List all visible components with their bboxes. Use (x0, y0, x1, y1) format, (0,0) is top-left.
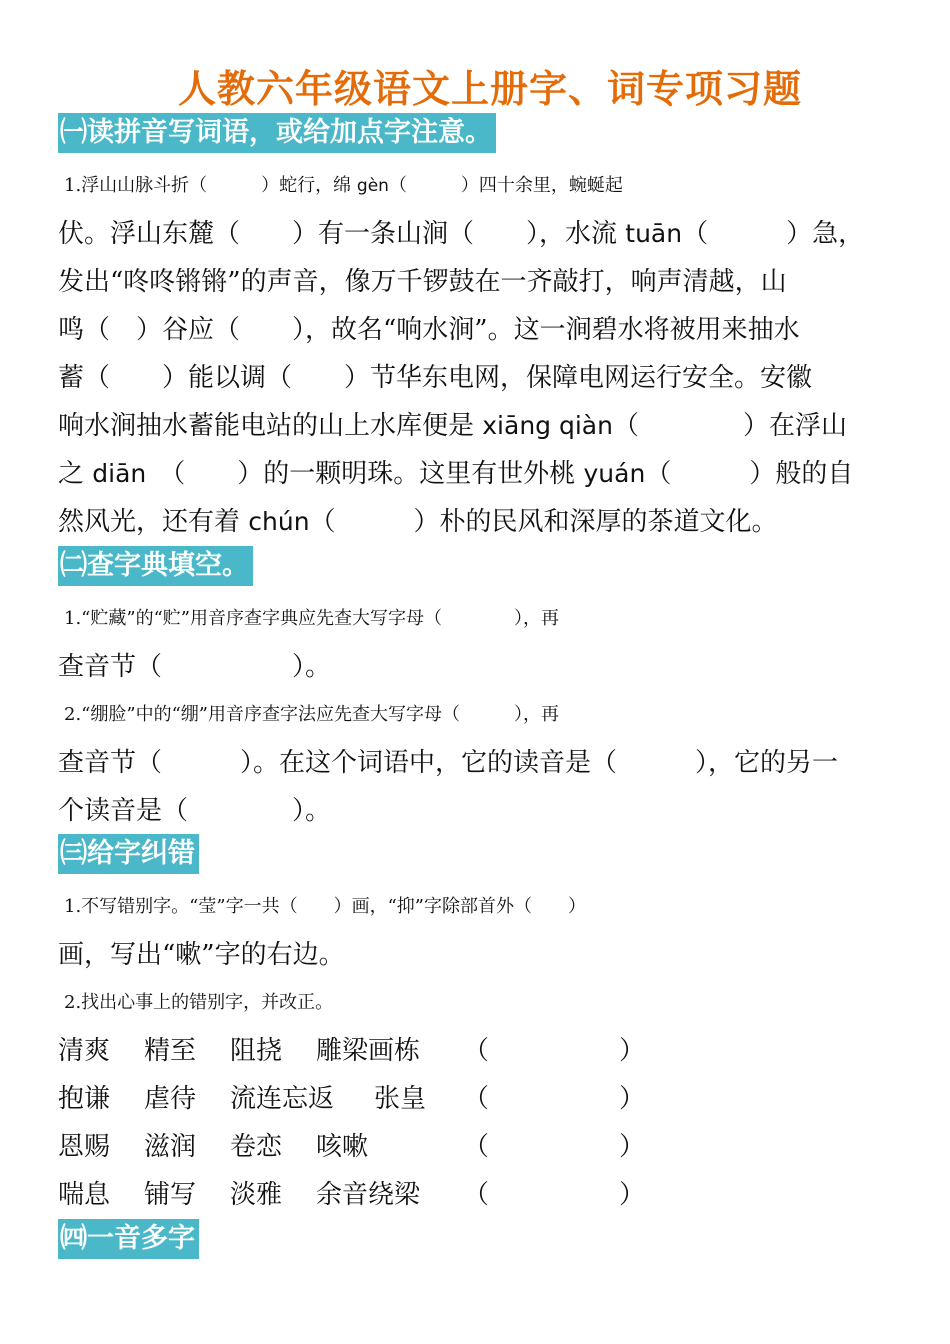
word: 流连忘返 (230, 1084, 335, 1114)
section-header-3: ㈢给字纠错 (58, 834, 199, 874)
answer-blank: （ ） (463, 1180, 646, 1210)
s1-line-6-text-a: 响水涧抽水蓄能电站的山上水库便是 (58, 411, 483, 441)
word: 阻挠 (230, 1036, 283, 1066)
word: 抱谦 (58, 1084, 111, 1114)
answer-blank: （ ） (463, 1084, 646, 1114)
word: 淡雅 (230, 1180, 283, 1210)
pinyin-chun: chún (248, 507, 310, 536)
s1-line-6 (58, 402, 892, 450)
word: 滋润 (144, 1132, 197, 1162)
s1-line-7-text-c: （ ）般的自 (645, 459, 854, 489)
page-title: 人教六年级语文上册字、词专项习题 (177, 67, 802, 111)
word: 喘息 (58, 1180, 111, 1210)
s1-line-2-text-a: 伏。浮山东麓（ ）有一条山涧（ ），水流 (58, 219, 626, 249)
word: 精至 (144, 1036, 197, 1066)
section-header-2: ㈡查字典填空。 (58, 546, 253, 586)
word: 铺写 (144, 1180, 197, 1210)
s3-q2-line: 2.找出心事上的错别字，并改正。 (64, 992, 334, 1013)
word: 清爽 (58, 1036, 111, 1066)
section-header-4: ㈣一音多字 (58, 1219, 199, 1259)
s1-line-4: 鸣（ ）谷应（ ），故名“响水涧”。这一涧碧水将被用来抽水 (58, 315, 800, 345)
s2-q2-line-2: 查音节（ ）。在这个词语中，它的读音是（ ），它的另一 (58, 748, 839, 778)
word: 张皇 (374, 1084, 427, 1114)
s3-q1-line-2: 画，写出“嗽”字的右边。 (58, 940, 345, 970)
s1-line-1-text-b: （ ）四十余里，蜿蜒起 (388, 175, 623, 196)
s3-q1-line-1: 1.不写错别字。“莹”字一共（ ）画，“抑”字除部首外（ ） (64, 896, 586, 917)
section-header-1: ㈠读拼音写词语，或给加点字注意。 (58, 113, 496, 153)
pinyin-tuan: tuān (625, 219, 683, 248)
s2-q1-line-2: 查音节（ ）。 (58, 652, 332, 682)
pinyin-dian: diān (92, 459, 147, 488)
s1-line-6-text-b: （ ）在浮山 (612, 411, 847, 441)
word: 恩赐 (58, 1132, 111, 1162)
s1-line-2-text-b: （ ）急， (682, 219, 865, 249)
word: 咳嗽 (316, 1132, 369, 1162)
pinyin-yuan: yuán (583, 459, 646, 488)
s1-line-7-text-b: （ ）的一颗明珠。这里有世外桃 (146, 459, 584, 489)
s2-q2-line-1: 2.“绷脸”中的“绷”用音序查字法应先查大写字母（ ），再 (64, 704, 559, 725)
s1-line-1 (58, 162, 898, 210)
s1-line-7-text-a: 之 (58, 459, 93, 489)
answer-blank: （ ） (463, 1132, 646, 1162)
answer-blank: （ ） (463, 1036, 646, 1066)
s1-line-8-text-b: （ ）朴的民风和深厚的茶道文化。 (309, 507, 778, 537)
s2-q1-line-1: 1.“贮藏”的“贮”用音序查字典应先查大写字母（ ），再 (64, 608, 559, 629)
s1-line-8-text-a: 然风光，还有着 (58, 507, 249, 537)
s1-line-7 (58, 450, 892, 498)
pinyin-xiangqian: xiāng qiàn (482, 411, 613, 440)
s1-line-3: 发出“咚咚锵锵”的声音，像万千锣鼓在一齐敲打，响声清越，山 (58, 267, 787, 297)
word: 雕梁画栋 (316, 1036, 421, 1066)
s1-line-8 (58, 498, 892, 546)
word: 余音绕梁 (316, 1180, 421, 1210)
word: 卷恋 (230, 1132, 283, 1162)
s2-q2-line-3: 个读音是（ ）。 (58, 796, 332, 826)
word: 虐待 (144, 1084, 197, 1114)
pinyin-gen: gèn (356, 176, 389, 196)
s1-line-2 (58, 210, 892, 258)
s1-line-5: 蓄（ ）能以调（ ）节华东电网，保障电网运行安全。安徽 (58, 363, 813, 393)
s1-line-1-text-a: 1.浮山山脉斗折（ ）蛇行，绵 (64, 175, 357, 196)
